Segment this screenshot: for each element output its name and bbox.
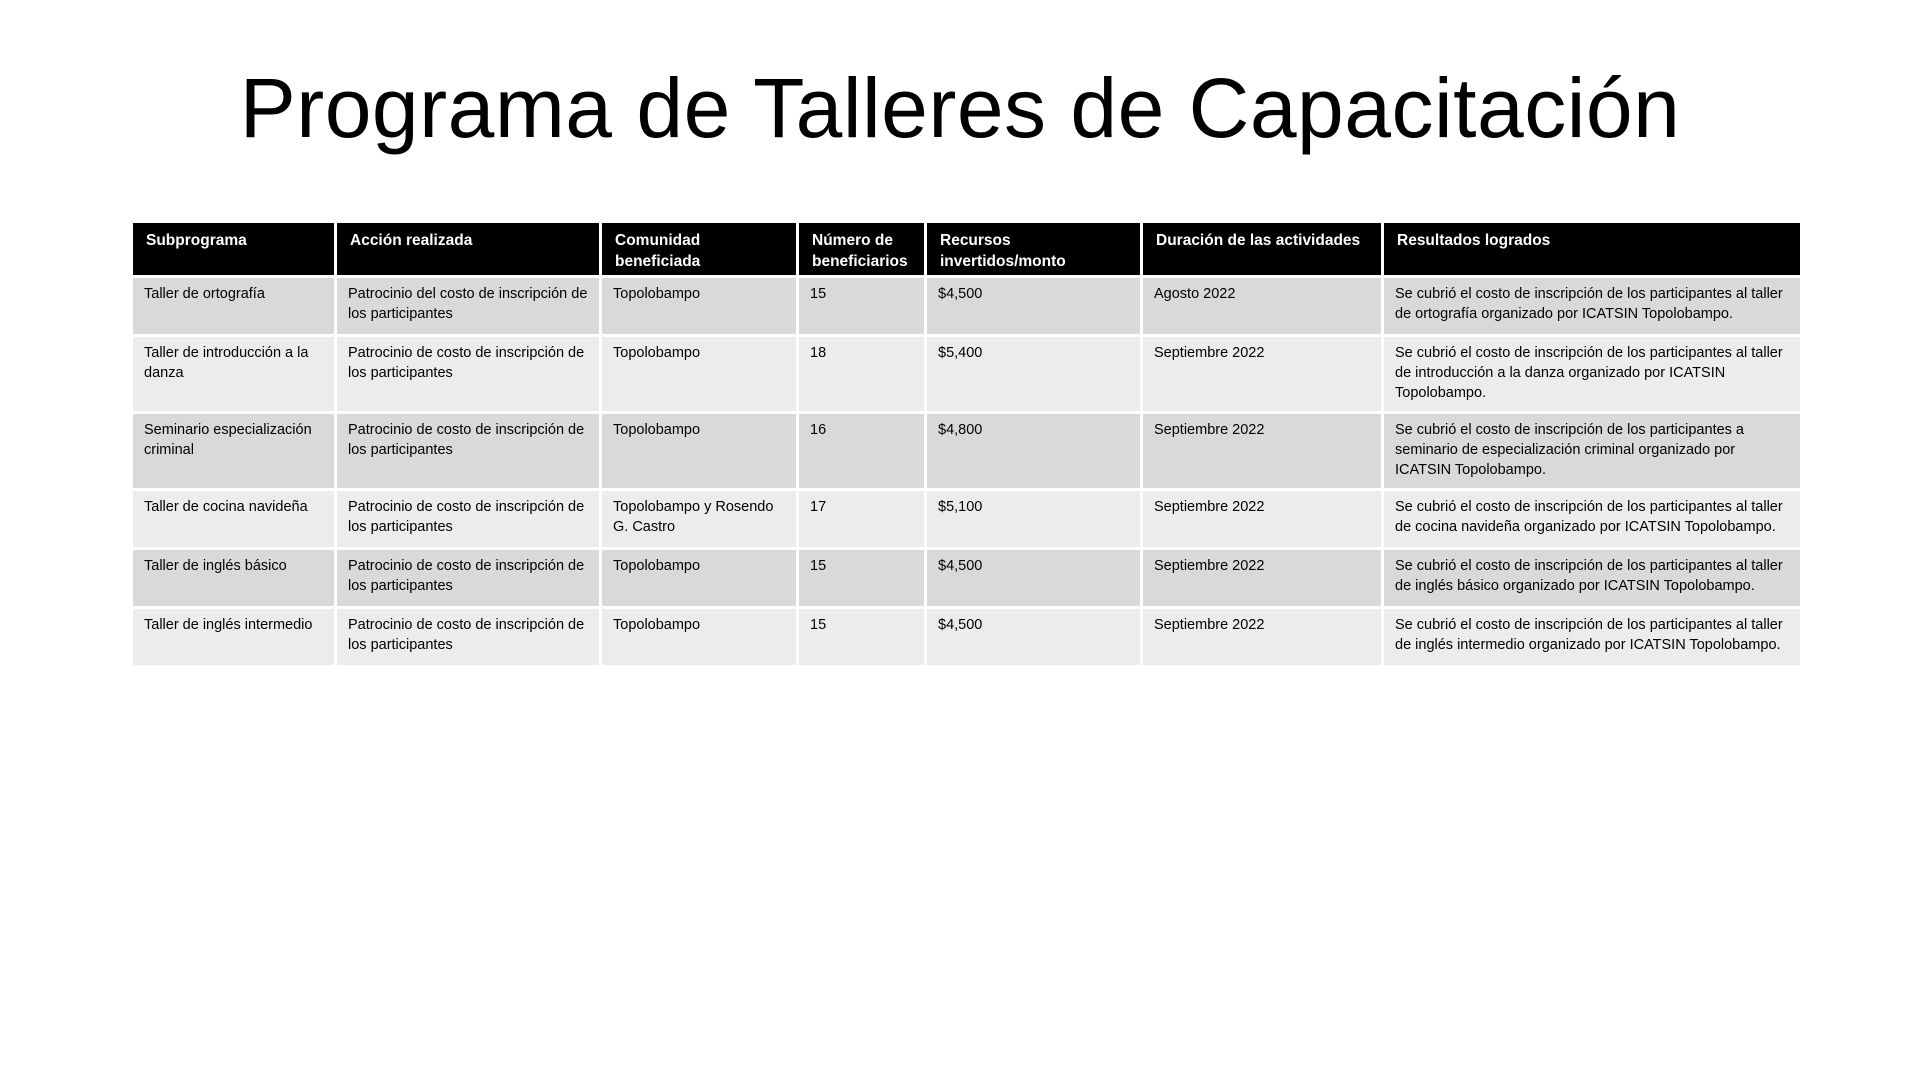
cell-accion: Patrocinio de costo de inscripción de los participantes	[337, 550, 599, 606]
table-row	[133, 414, 1800, 488]
cell-beneficiarios: 17	[799, 491, 924, 547]
cell-subprograma: Taller de introducción a la danza	[133, 337, 334, 411]
cell-beneficiarios: 18	[799, 337, 924, 411]
table-row	[133, 550, 1800, 606]
cell-resultados: Se cubrió el costo de inscripción de los participantes al taller de ortografía organizado por ICATSIN Topolobampo.	[1384, 278, 1800, 334]
table-body	[133, 278, 1800, 665]
header-subprograma: Subprograma	[133, 223, 334, 275]
cell-duracion: Agosto 2022	[1143, 278, 1381, 334]
header-comunidad-beneficiada: Comunidad beneficiada	[602, 223, 796, 275]
cell-accion: Patrocinio de costo de inscripción de los participantes	[337, 609, 599, 665]
cell-comunidad: Topolobampo	[602, 337, 796, 411]
cell-comunidad: Topolobampo	[602, 278, 796, 334]
header-recursos-invertidos: Recursos invertidos/monto	[927, 223, 1140, 275]
table-row	[133, 491, 1800, 547]
cell-duracion: Septiembre 2022	[1143, 550, 1381, 606]
workshops-table-container	[133, 220, 1797, 668]
table-header	[133, 223, 1800, 275]
cell-beneficiarios: 15	[799, 609, 924, 665]
header-accion-realizada: Acción realizada	[337, 223, 599, 275]
cell-recursos: $4,500	[927, 550, 1140, 606]
cell-recursos: $4,500	[927, 609, 1140, 665]
cell-accion: Patrocinio de costo de inscripción de los participantes	[337, 337, 599, 411]
cell-beneficiarios: 16	[799, 414, 924, 488]
cell-accion: Patrocinio del costo de inscripción de los participantes	[337, 278, 599, 334]
cell-accion: Patrocinio de costo de inscripción de los participantes	[337, 414, 599, 488]
cell-recursos: $5,100	[927, 491, 1140, 547]
cell-subprograma: Taller de inglés básico	[133, 550, 334, 606]
cell-subprograma: Seminario especialización criminal	[133, 414, 334, 488]
cell-comunidad: Topolobampo	[602, 609, 796, 665]
cell-beneficiarios: 15	[799, 278, 924, 334]
cell-resultados: Se cubrió el costo de inscripción de los participantes al taller de inglés intermedio organizado por ICATSIN Topolobampo.	[1384, 609, 1800, 665]
cell-resultados: Se cubrió el costo de inscripción de los participantes al taller de cocina navideña organizado por ICATSIN Topolobampo.	[1384, 491, 1800, 547]
table-header-row	[133, 223, 1800, 275]
table-row	[133, 609, 1800, 665]
table-row	[133, 278, 1800, 334]
cell-resultados: Se cubrió el costo de inscripción de los participantes al taller de inglés básico organizado por ICATSIN Topolobampo.	[1384, 550, 1800, 606]
cell-comunidad: Topolobampo	[602, 414, 796, 488]
cell-duracion: Septiembre 2022	[1143, 414, 1381, 488]
cell-recursos: $5,400	[927, 337, 1140, 411]
cell-comunidad: Topolobampo	[602, 550, 796, 606]
cell-subprograma: Taller de inglés intermedio	[133, 609, 334, 665]
page-title: Programa de Talleres de Capacitación	[239, 61, 1681, 155]
cell-duracion: Septiembre 2022	[1143, 609, 1381, 665]
header-numero-beneficiarios: Número de beneficiarios	[799, 223, 924, 275]
cell-subprograma: Taller de cocina navideña	[133, 491, 334, 547]
workshops-table	[130, 220, 1803, 668]
cell-duracion: Septiembre 2022	[1143, 491, 1381, 547]
cell-resultados: Se cubrió el costo de inscripción de los participantes a seminario de especialización criminal organizado por ICATSIN Topolobampo.	[1384, 414, 1800, 488]
cell-recursos: $4,500	[927, 278, 1140, 334]
cell-comunidad: Topolobampo y Rosendo G. Castro	[602, 491, 796, 547]
header-resultados-logrados: Resultados logrados	[1384, 223, 1800, 275]
cell-resultados: Se cubrió el costo de inscripción de los participantes al taller de introducción a la danza organizado por ICATSIN Topolobampo.	[1384, 337, 1800, 411]
cell-recursos: $4,800	[927, 414, 1140, 488]
cell-beneficiarios: 15	[799, 550, 924, 606]
cell-subprograma: Taller de ortografía	[133, 278, 334, 334]
table-row	[133, 337, 1800, 411]
cell-accion: Patrocinio de costo de inscripción de los participantes	[337, 491, 599, 547]
header-duracion-actividades: Duración de las actividades	[1143, 223, 1381, 275]
cell-duracion: Septiembre 2022	[1143, 337, 1381, 411]
